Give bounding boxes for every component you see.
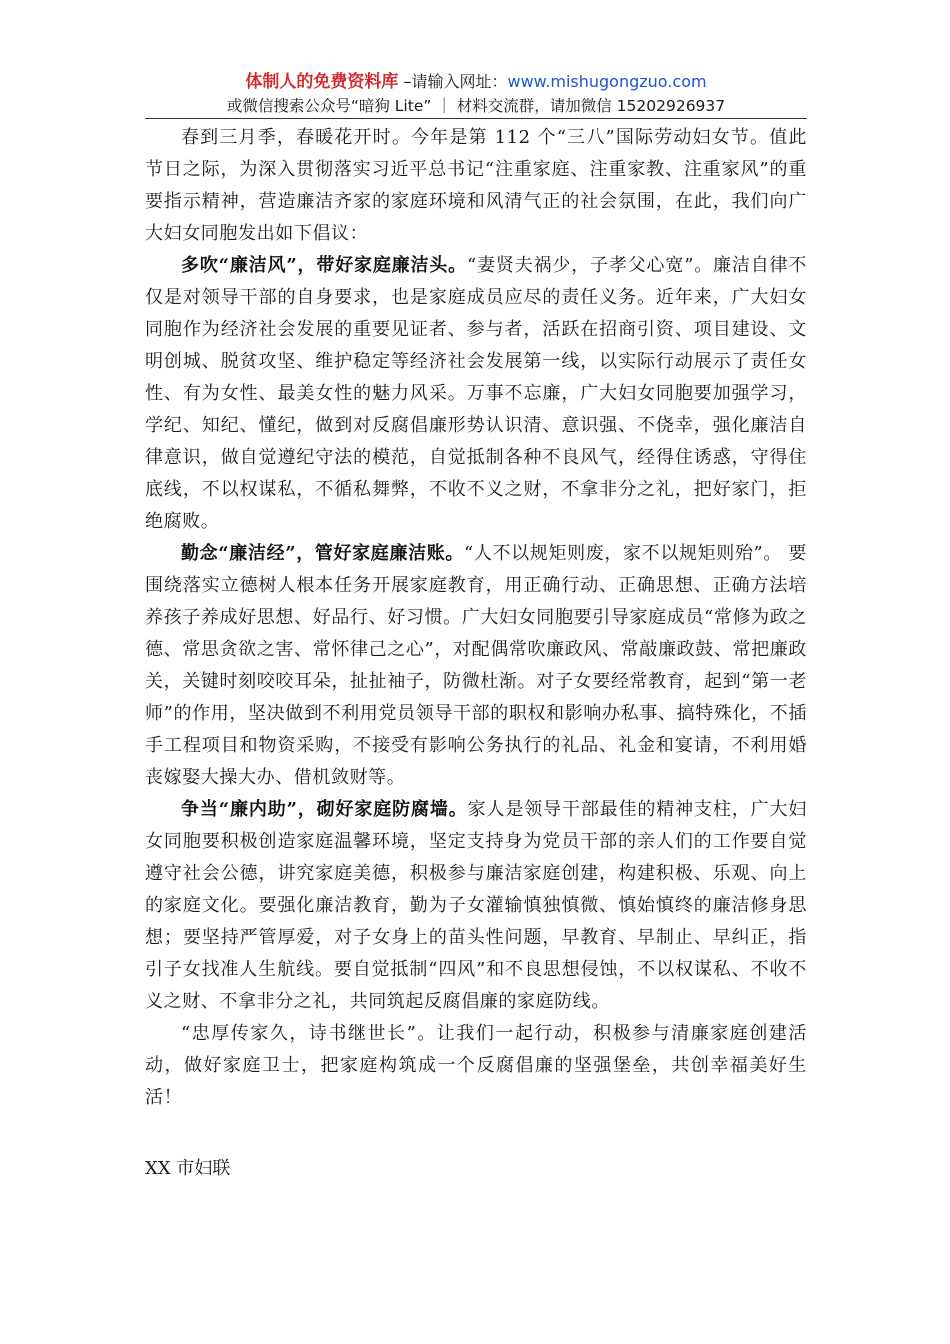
paragraph-2-heading: 勤念“廉洁经”，管好家庭廉洁账。 xyxy=(181,543,465,564)
paragraph-1-heading: 多吹“廉洁风”，带好家庭廉洁头。 xyxy=(181,255,468,276)
paragraph-3-heading: 争当“廉内助”，砌好家庭防腐墙。 xyxy=(181,799,468,820)
signature: XX 市妇联 xyxy=(145,1158,231,1179)
paragraph-3 xyxy=(145,794,807,1018)
header-line-2: 或微信搜索公众号“暗狗 Lite” ｜ 材料交流群，请加微信 15202926937 xyxy=(226,97,726,115)
intro-paragraph: 春到三月季，春暖花开时。今年是第 112 个“三八”国际劳动妇女节。值此节日之际，为深入贯彻落实习近平总书记“注重家庭、注重家教、注重家风”的重要指示精神，营造廉洁齐家的家庭环境和风清气正的社会氛围，在此，我们向广大妇女同胞发出如下倡议： xyxy=(145,127,807,244)
document-body xyxy=(145,122,807,1114)
paragraph-2-text: “人不以规矩则废，家不以规矩则殆”。 要围绕落实立德树人根本任务开展家庭教育，用正确行动、正确思想、正确方法培养孩子养成好思想、好品行、好习惯。广大妇女同胞要引导家庭成员“常修为政之德、常思贪欲之害、常怀律己之心”，对配偶常吹廉政风、常敲廉政鼓、常把廉政关，关键时刻咬咬耳朵，扯扯袖子，防微杜渐。对子女要经常教育，起到“第一老师”的作用，坚决做到不利用党员领导干部的职权和影响办私事、搞特殊化，不插手工程项目和物资采购，不接受有影响公务执行的礼品、礼金和宴请，不利用婚丧嫁娶大操大办、借机敛财等。 xyxy=(145,543,808,788)
header-line-1 xyxy=(145,70,807,94)
header-prompt: –请输入网址： xyxy=(398,72,508,91)
closing-paragraph: “忠厚传家久，诗书继世长”。让我们一起行动，积极参与清廉家庭创建活动，做好家庭卫士，把家庭构筑成一个反腐倡廉的坚强堡垒，共创幸福美好生活！ xyxy=(145,1023,807,1108)
paragraph-1 xyxy=(145,250,807,538)
paragraph-1-text: “妻贤夫祸少，子孝父心宽”。廉洁自律不仅是对领导干部的自身要求，也是家庭成员应尽的责任义务。近年来，广大妇女同胞作为经济社会发展的重要见证者、参与者，活跃在招商引资、项目建设、文明创城、脱贫攻坚、维护稳定等经济社会发展第一线，以实际行动展示了责任女性、有为女性、最美女性的魅力风采。万事不忘廉，广大妇女同胞要加强学习，学纪、知纪、懂纪，做到对反腐倡廉形势认识清、意识强、不侥幸，强化廉洁自律意识，做自觉遵纪守法的模范，自觉抵制各种不良风气，经得住诱惑，守得住底线，不以权谋私，不循私舞弊，不收不义之财，不拿非分之礼，把好家门，拒绝腐败。 xyxy=(145,255,807,532)
header-divider xyxy=(145,118,807,119)
paragraph-2 xyxy=(145,538,807,794)
paragraph-3-text: 家人是领导干部最佳的精神支柱，广大妇女同胞要积极创造家庭温馨环境，坚定支持身为党员干部的亲人们的工作要自觉遵守社会公德，讲究家庭美德，积极参与廉洁家庭创建，构建积极、乐观、向上的家庭文化。要强化廉洁教育，勤为子女灌输慎独慎微、慎始慎终的廉洁修身思想；要坚持严管厚爱，对子女身上的苗头性问题，早教育、早制止、早纠正，指引子女找准人生航线。要自觉抵制“四风”和不良思想侵蚀，不以权谋私、不收不义之财、不拿非分之礼，共同筑起反腐倡廉的家庭防线。 xyxy=(145,799,807,1012)
header-url-link[interactable]: www.mishugongzuo.com xyxy=(507,72,707,91)
page-header xyxy=(145,70,807,118)
header-brand: 体制人的免费资料库 xyxy=(245,72,399,92)
